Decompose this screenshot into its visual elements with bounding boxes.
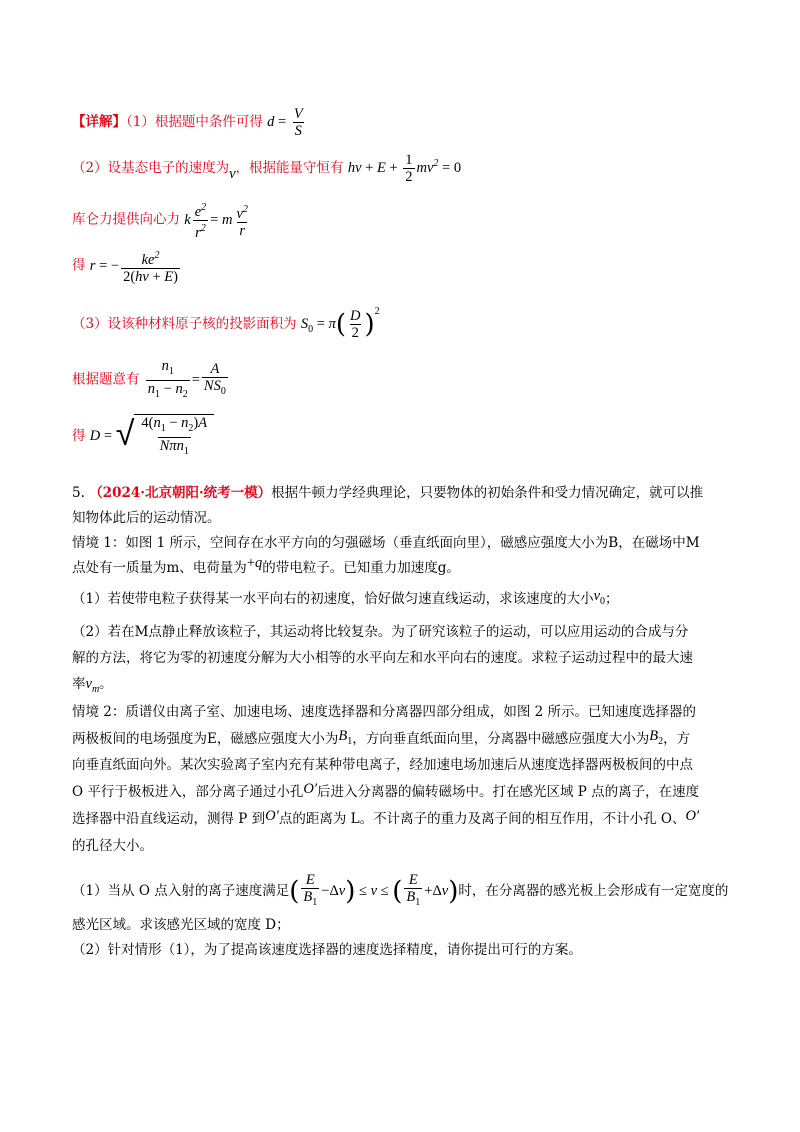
scenario1-line2 xyxy=(72,555,730,578)
scenario2-line4 xyxy=(72,782,730,802)
question-number: 5. xyxy=(72,485,85,501)
formula-ratio: $\frac{n_1}{n_1 - n_2}$ = $\frac{A}{NS_0}$ xyxy=(144,372,230,388)
scenario2-line2 xyxy=(72,729,730,755)
solution-part1 xyxy=(72,106,730,139)
scenario2-line4a: O 平行于极板进入，部分离子通过小孔 xyxy=(72,784,304,800)
scenario1-line1: 情境 1：如图 1 所示，空间存在水平方向的匀强磁场（垂直纸面向里），磁感应强度大小为B，在磁场中M xyxy=(72,535,700,551)
scenario2-line5b: 点的距离为 L。不计离子的重力及离子间的相互作用，不计小孔 O、 xyxy=(278,811,686,827)
solution-part2-intro-a: （2）设基态电子的速度为 xyxy=(72,159,230,176)
solution-result-d xyxy=(72,414,730,460)
scenario1-q1 xyxy=(72,589,730,615)
solution-part2 xyxy=(72,152,730,185)
scenario2-line3: 向垂直纸面向外。某次实验离子室内充有某种带电离子，经加速电场加速后从速度选择器两极板间的中点 xyxy=(72,757,693,773)
solution-coulomb-intro: 库仑力提供向心力 xyxy=(72,211,180,228)
scenario1-line2a: 点处有一质量为m、电荷量为 xyxy=(72,560,247,576)
question-source: （2024·北京朝阳·统考一模） xyxy=(89,485,272,501)
question-header xyxy=(72,483,730,503)
solution-header-label: 【详解】 xyxy=(72,113,126,130)
var-o-prime-2: O′ xyxy=(265,808,279,824)
scenario2-q2: （2）针对情形（1），为了提高该速度选择器的速度选择精度，请你提出可行的方案。 xyxy=(72,942,582,958)
question-intro-line1: 根据牛顿力学经典理论，只要物体的初始条件和受力情况确定，就可以推 xyxy=(271,485,704,501)
solution-result-d-intro: 得 xyxy=(72,428,86,445)
var-o-prime-3: O′ xyxy=(685,808,700,824)
scenario2-line2c: ，方 xyxy=(663,731,691,747)
scenario2-line2b: ，方向垂直纸面向里，分离器中磁感应强度大小为 xyxy=(352,731,650,747)
scenario1-q1-text: （1）若使带电粒子获得某一水平向右的初速度，恰好做匀速直线运动，求该速度的大小 xyxy=(72,591,594,607)
solution-part1-intro: （1）根据题中条件可得 xyxy=(126,113,263,130)
scenario2-line2a: 两极板间的电场强度为E，磁感应强度大小为 xyxy=(72,731,339,747)
scenario2-q1b: 时，在分离器的感光板上会形成有一定宽度的 xyxy=(458,882,729,899)
solution-part2-intro-b: ，根据能量守恒有 xyxy=(235,159,344,176)
solution-according-intro: 根据题意有 xyxy=(72,371,140,388)
var-b2: $B_2$ xyxy=(649,728,664,747)
solution-according xyxy=(72,358,730,403)
scenario2-line5 xyxy=(72,809,730,829)
scenario2-q1-line2: 感光区域。求该感光区域的宽度 D； xyxy=(72,917,290,933)
scenario2-line4b: 后进入分离器的偏转磁场中。打在感光区域 P 点的离子，在速度 xyxy=(317,784,700,800)
var-v0: $v_0$ xyxy=(593,588,606,607)
formula-coulomb-centripetal: k $\frac{e^2}{r^2}$ = m $\frac{v^2}{r}$ xyxy=(184,202,248,241)
var-o-prime: O′ xyxy=(303,781,318,797)
solution-coulomb xyxy=(72,200,730,241)
scenario2-line6: 的孔径大小。 xyxy=(72,838,153,854)
formula-energy-conservation: hν + E + $\frac{1}{2}$ $mv^2 = 0$ xyxy=(347,152,462,185)
solution-part3 xyxy=(72,302,730,341)
charge-plus-q: +q xyxy=(246,555,263,571)
formula-s0: $S_0 = \pi$( $\frac{D}{2}$ )$^2$ xyxy=(300,306,380,342)
formula-D: D = √ $\frac{4(n_1 - n_2)A}{N\pi n_1}$ xyxy=(90,428,214,444)
solution-part3-intro: （3）设该种材料原子核的投影面积为 xyxy=(72,316,297,332)
scenario2-q1a: （1）当从 O 点入射的离子速度满足 xyxy=(72,882,290,899)
scenario1-q2-line3-text: 率 xyxy=(72,676,86,692)
formula-r: r = − $\frac{ke^2}{2(h\nu + E)}$ xyxy=(89,250,178,285)
formula-velocity-range: ( $\frac{E}{B_1}$ −Δv) ≤ v ≤ ( $\frac{E}{B_1}$ +Δv) xyxy=(289,883,458,899)
scenario1-q2-end: 。 xyxy=(99,676,113,692)
question-intro-line2: 知物体此后的运动情况。 xyxy=(72,510,221,526)
scenario1-line2b: 的带电粒子。已知重力加速度g。 xyxy=(262,560,460,576)
scenario1-q2-line3 xyxy=(72,674,730,700)
solution-result-r-intro: 得 xyxy=(72,257,86,274)
scenario2-line1: 情境 2：质谱仪由离子室、加速电场、速度选择器和分离器四部分组成，如图 2 所示。已知速度选择器的 xyxy=(72,704,697,720)
var-b1: $B_1$ xyxy=(338,728,353,747)
scenario2-q1 xyxy=(72,872,730,911)
var-vm: $v_m$ xyxy=(85,676,100,695)
scenario1-q2-line2: 解的方法，将它为零的初速度分解为大小相等的水平向左和水平向右的速度。求粒子运动过程中的最大速 xyxy=(72,650,693,666)
formula-d-v-over-s: d = $\frac{V}{S}$ xyxy=(267,106,303,139)
scenario1-q1-end: ； xyxy=(605,591,619,607)
scenario2-line5a: 选择器中沿直线运动，测得 P 到 xyxy=(72,811,266,827)
solution-result-r xyxy=(72,248,730,285)
scenario1-q2-line1: （2）若在M点静止释放该粒子，其运动将比较复杂。为了研究该粒子的运动，可以应用运动的合成与分 xyxy=(72,624,689,640)
var-v: v xyxy=(229,165,236,182)
